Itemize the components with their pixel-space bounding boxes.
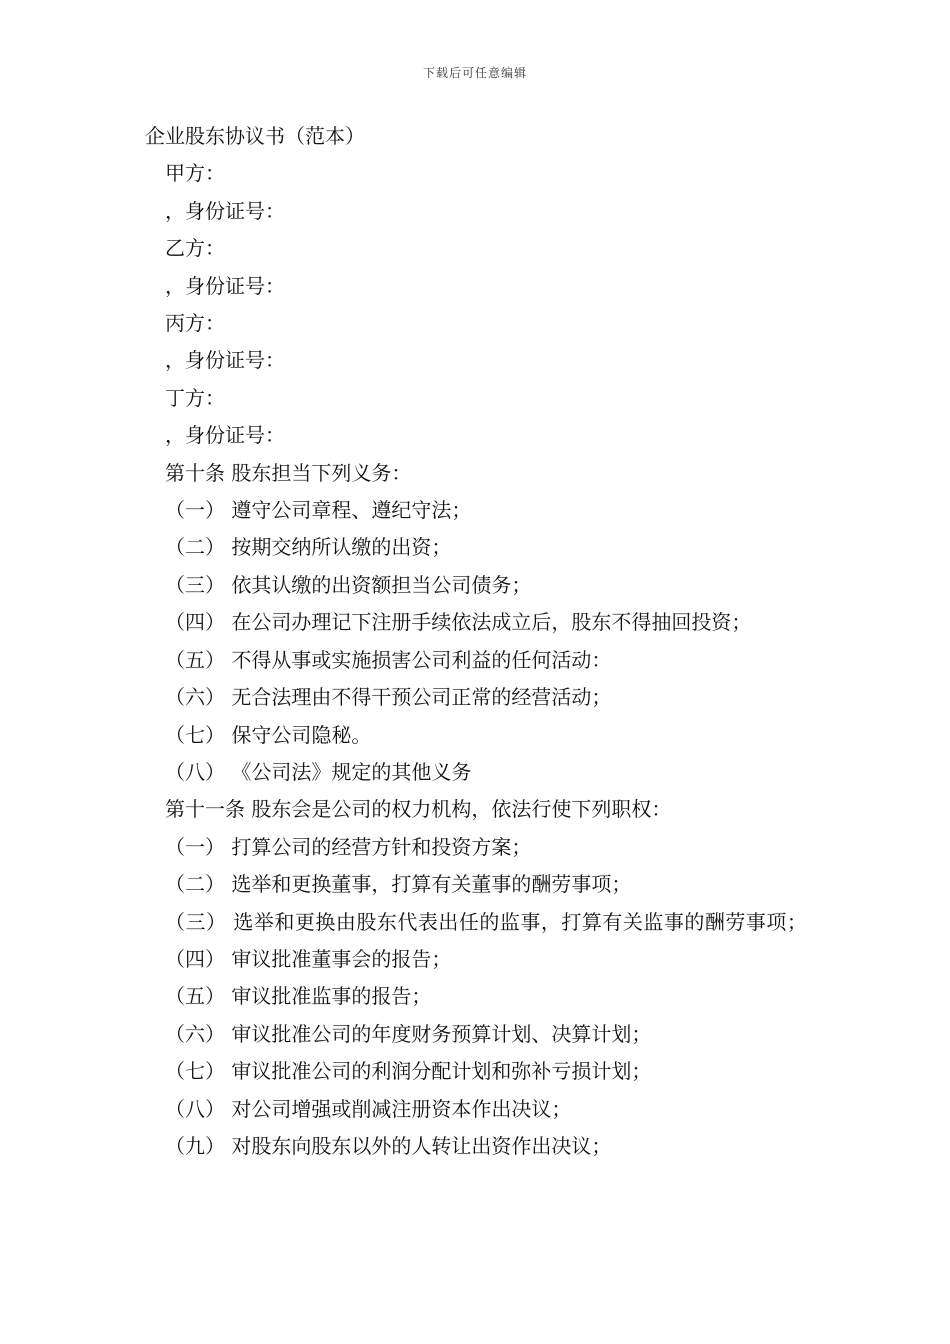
party-d-label: 丁方： <box>165 385 225 410</box>
article-11-item: （六） 审议批准公司的年度财务预算计划、决算计划； <box>165 1021 652 1046</box>
article-11-item: （三） 选举和更换由股东代表出任的监事，打算有关监事的酬劳事项； <box>165 909 808 934</box>
party-d-id-line: ，身份证号： <box>165 423 285 448</box>
document-body <box>145 118 815 1165</box>
party-b-id-line: ，身份证号： <box>165 273 285 298</box>
article-10-item: （五） 不得从事或实施损害公司利益的任何活动： <box>165 647 612 672</box>
article-10-item: （八） 《公司法》规定的其他义务 <box>165 759 472 784</box>
article-11-item: （二） 选举和更换董事，打算有关董事的酬劳事项； <box>165 872 632 897</box>
party-a-id-line: ，身份证号： <box>165 198 285 223</box>
article-10-item: （二） 按期交纳所认缴的出资； <box>165 535 452 560</box>
article-10-item: （一） 遵守公司章程、遵纪守法； <box>165 498 472 523</box>
article-10-item: （六） 无合法理由不得干预公司正常的经营活动； <box>165 685 612 710</box>
article-10-item: （三） 依其认缴的出资额担当公司债务； <box>165 572 532 597</box>
article-11-item: （八） 对公司增强或削减注册资本作出决议； <box>165 1096 572 1121</box>
party-c-label: 丙方： <box>165 311 225 336</box>
party-c-id-line: ，身份证号： <box>165 348 285 373</box>
article-11-item: （四） 审议批准董事会的报告； <box>165 946 452 971</box>
document-title: 企业股东协议书（范本） <box>145 124 365 148</box>
article-11-item: （七） 审议批准公司的利润分配计划和弥补亏损计划； <box>165 1059 652 1084</box>
article-11-item: （一） 打算公司的经营方针和投资方案； <box>165 834 532 859</box>
article-10-item: （七） 保守公司隐秘。 <box>165 722 372 747</box>
party-a-label: 甲方： <box>165 161 225 186</box>
page-header-note: 下载后可任意编辑 <box>422 66 527 80</box>
article-10-heading: 第十条 股东担当下列义务： <box>165 460 412 485</box>
party-b-label: 乙方： <box>165 236 225 261</box>
article-11-item: （五） 审议批准监事的报告； <box>165 984 432 1009</box>
article-11-heading: 第十一条 股东会是公司的权力机构，依法行使下列职权： <box>165 797 672 822</box>
article-10-item: （四） 在公司办理记下注册手续依法成立后，股东不得抽回投资； <box>165 610 752 635</box>
article-11-item: （九） 对股东向股东以外的人转让出资作出决议； <box>165 1133 612 1158</box>
